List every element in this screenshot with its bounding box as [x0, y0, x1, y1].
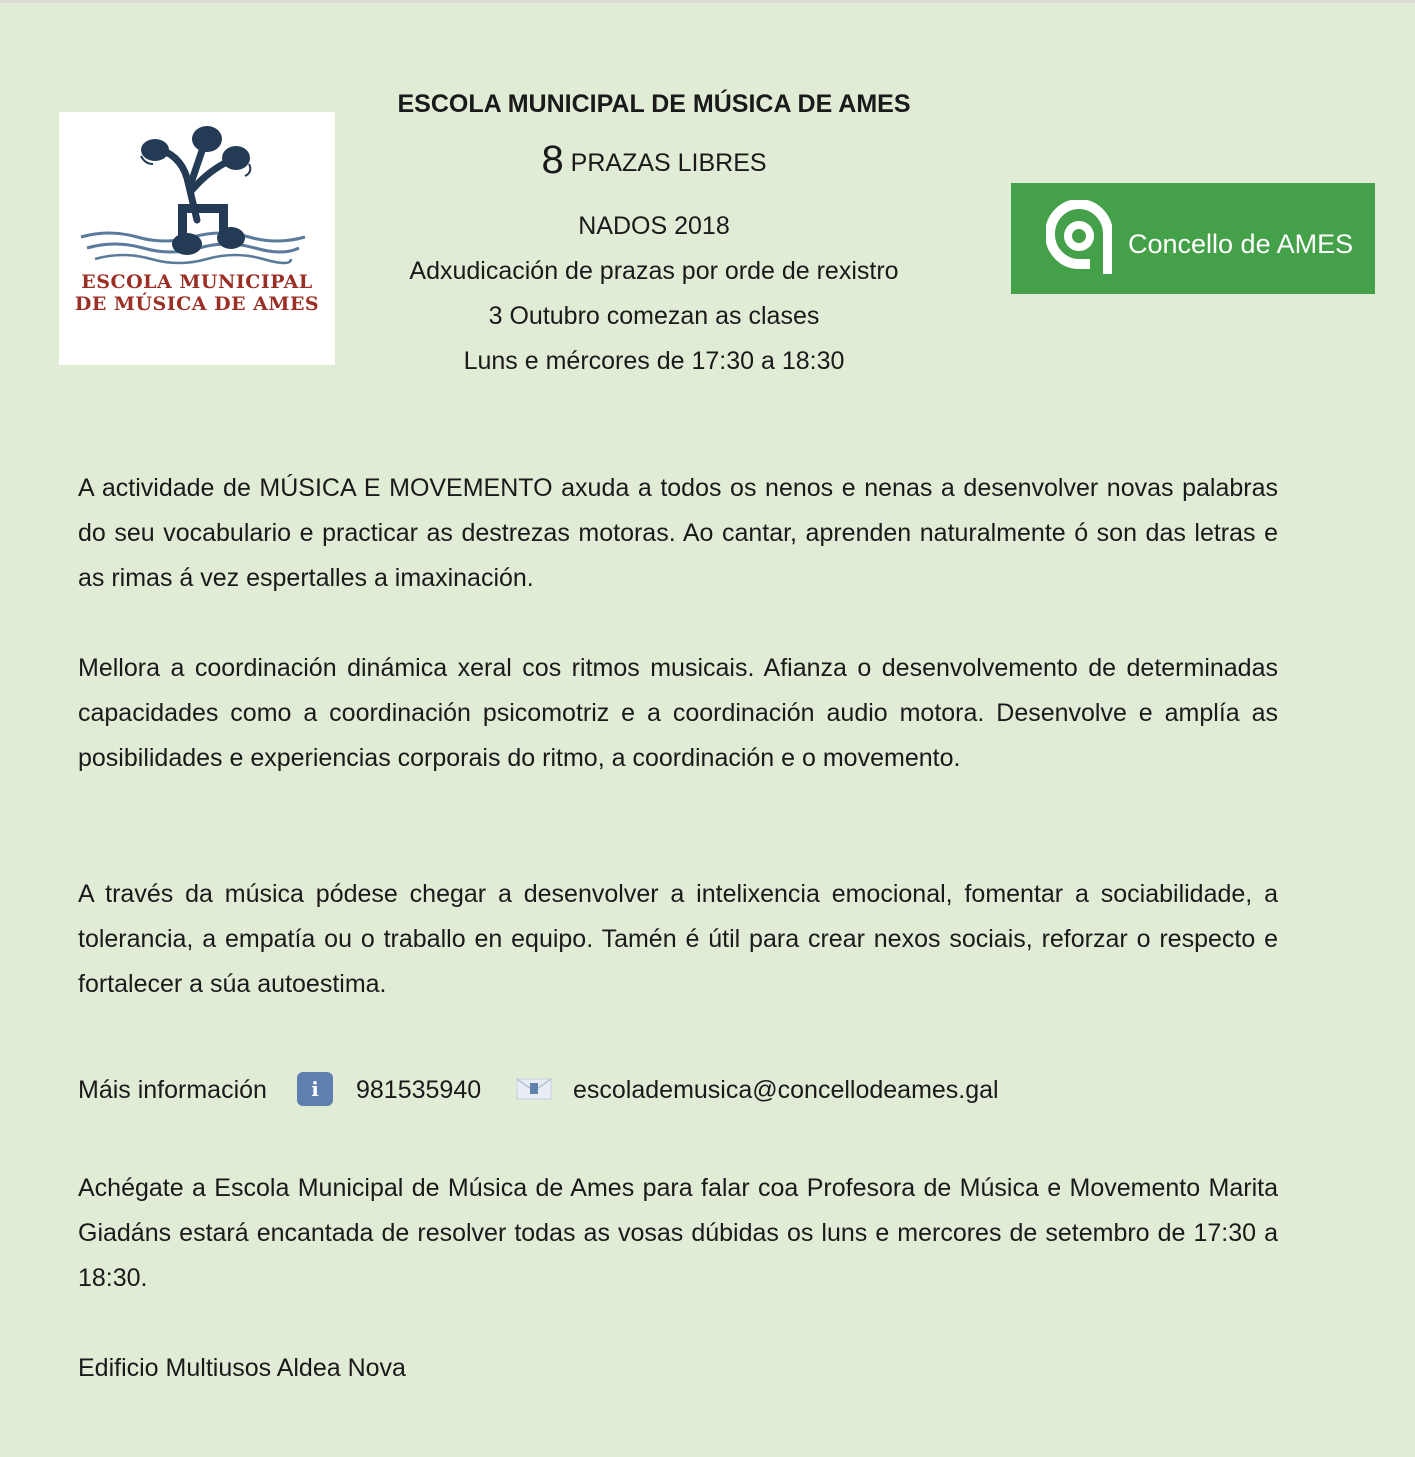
contact-label: Máis información — [78, 1076, 267, 1104]
free-places-label: PRAZAS LIBRES — [570, 149, 767, 177]
free-places-count: 8 — [541, 138, 564, 182]
free-places — [354, 140, 954, 180]
info-icon: i — [297, 1072, 333, 1106]
school-logo-line2: DE MÚSICA DE AMES — [74, 293, 320, 315]
contact-phone[interactable]: 981535940 — [356, 1076, 482, 1104]
concello-a-icon — [1046, 200, 1112, 276]
school-logo — [59, 112, 335, 365]
paragraph-visit: Achégate a Escola Municipal de Música de Ames para falar coa Profesora de Música e Movemento Marita Giadáns estará encantada de resolver todas as vosas dúbidas os luns e mercores de setembro de 17:30 a 18:30. — [78, 1174, 1278, 1292]
paragraph-emotional: A través da música pódese chegar a desenvolver a intelixencia emocional, fomentar a sociabilidade, a tolerancia, a empatía ou o traballo en equipo. Tamén é útil para crear nexos sociais, reforzar o respecto e fortalecer a súa autoestima. — [78, 880, 1278, 998]
school-title: ESCOLA MUNICIPAL DE MÚSICA DE AMES — [397, 90, 911, 118]
council-logo-text: Concello de AMES — [1128, 229, 1354, 259]
school-logo-line1: ESCOLA MUNICIPAL — [81, 271, 313, 293]
paragraph-intro: A actividade de MÚSICA E MOVEMENTO axuda a todos os nenos e nenas a desenvolver novas palabras do seu vocabulario e practicar as destrezas motoras. Ao cantar, aprenden naturalmente ó son das letras e as rimas á vez espertalles a imaxinación. — [78, 474, 1278, 592]
venue: Edificio Multiusos Aldea Nova — [78, 1354, 406, 1382]
schedule: Luns e mércores de 17:30 a 18:30 — [463, 347, 845, 375]
paragraph-coordination: Mellora a coordinación dinámica xeral cos ritmos musicais. Afianza o desenvolvemento de determinadas capacidades como a coordinación psicomotriz e a coordinación audio motora. Desenvolve e amplía as posibilidades e experiencias corporais do ritmo, a coordinación e o movemento. — [78, 654, 1278, 772]
council-logo — [1011, 183, 1375, 294]
contact-email[interactable]: escolademusica@concellodeames.gal — [573, 1076, 999, 1104]
start-date: 3 Outubro comezan as clases — [488, 302, 820, 330]
top-border — [0, 0, 1415, 3]
music-note-figure-icon — [59, 112, 335, 365]
mail-icon — [516, 1076, 552, 1102]
birth-year: NADOS 2018 — [578, 212, 730, 240]
allocation-note: Adxudicación de prazas por orde de rexistro — [409, 257, 899, 285]
